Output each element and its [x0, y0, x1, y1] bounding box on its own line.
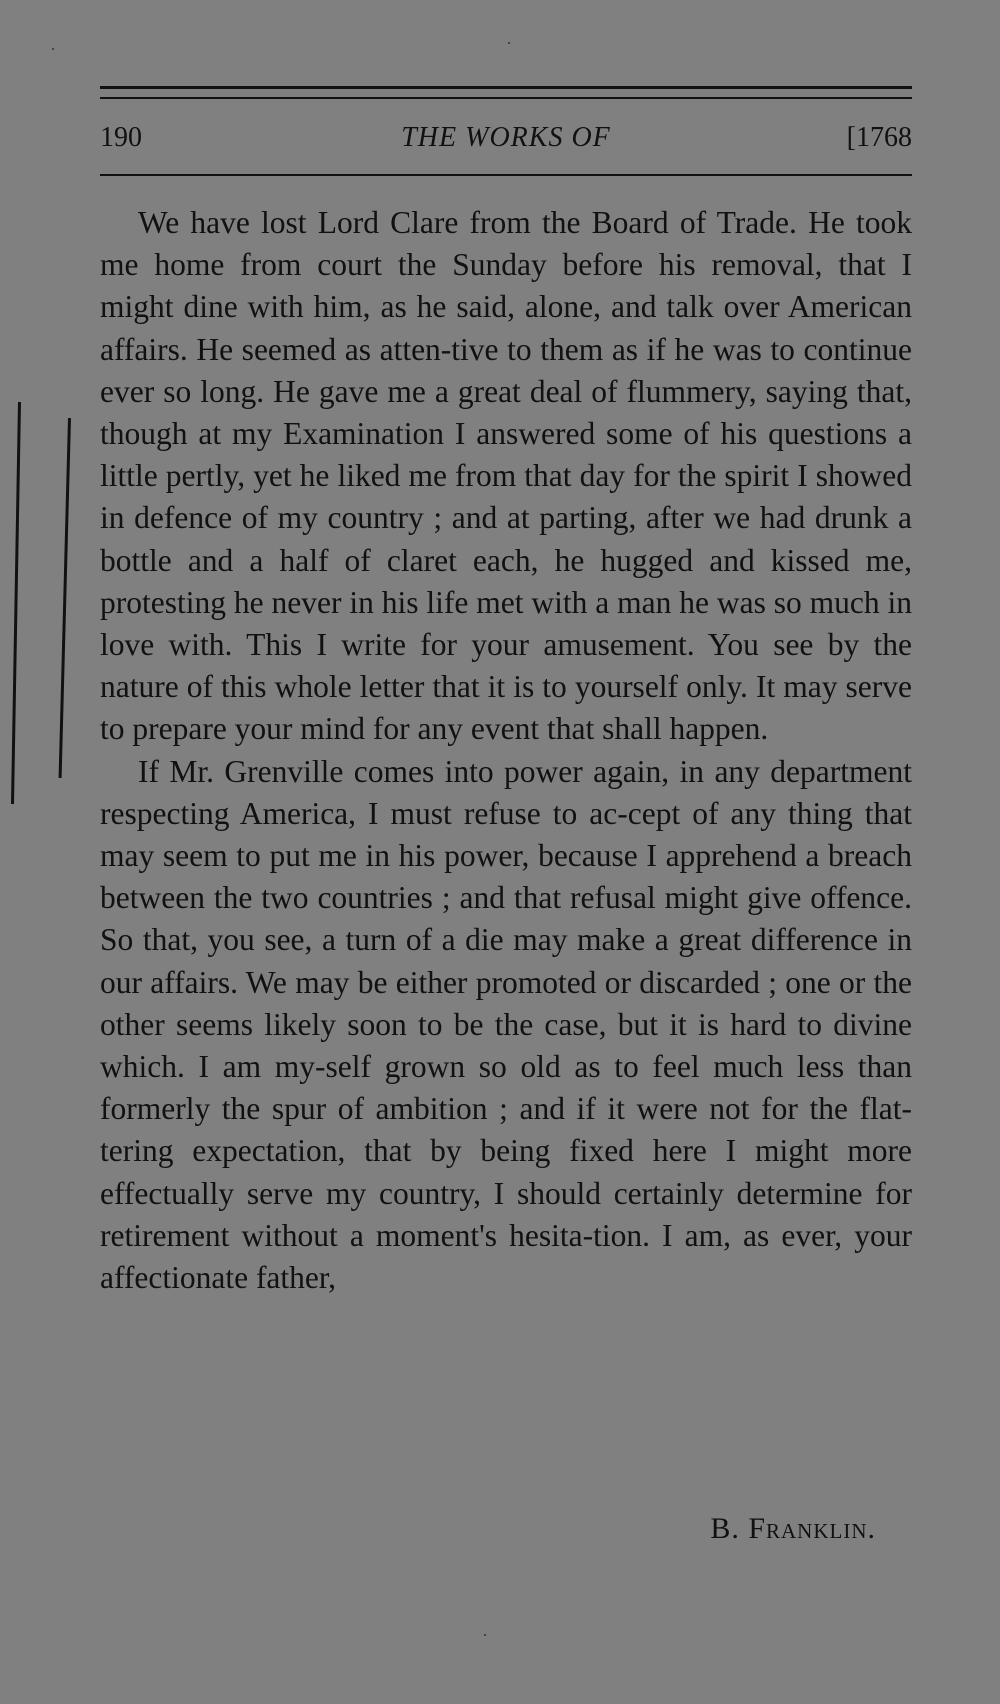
- running-header: [100, 118, 912, 158]
- running-title: THE WORKS OF: [401, 122, 611, 153]
- margin-pencil-line-inner: [59, 418, 71, 778]
- header-year: [1768: [846, 122, 912, 153]
- paper-speck: [52, 48, 54, 50]
- paper-speck: [508, 42, 510, 44]
- header-rule: [100, 174, 912, 176]
- letter-body: [100, 202, 912, 1299]
- top-double-rule-upper: [100, 86, 912, 89]
- signature: B. Franklin.: [710, 1512, 876, 1545]
- paragraph-1: We have lost Lord Clare from the Board of Trade. He took me home from court the Sunday before his removal, that I might dine with him, as he said, alone, and talk over American affairs. He seemed as atten-tive to them as if he was to continue ever so long. He gave me a great deal of flummery, saying that, though at my Examination I answered some of his questions a little pertly, yet he liked me from that day for the spirit I showed in defence of my country ; and at parting, after we had drunk a bottle and a half of claret each, he hugged and kissed me, protesting he never in his life met with a man he was so much in love with. This I write for your amusement. You see by the nature of this whole letter that it is to yourself only. It may serve to prepare your mind for any event that shall happen.: [100, 205, 912, 747]
- paragraph-2: If Mr. Grenville comes into power again, in any department respecting America, I must refuse to ac-cept of any thing that may seem to put me in his power, because I apprehend a breach between the two countries ; and that refusal might give offence. So that, you see, a turn of a die may make a great difference in our affairs. We may be either promoted or discarded ; one or the other seems likely soon to be the case, but it is hard to divine which. I am my-self grown so old as to feel much less than formerly the spur of ambition ; and if it were not for the flat-tering expectation, that by being fixed here I might more effectually serve my country, I should certainly determine for retirement without a moment's hesita-tion. I am, as ever, your affectionate father,: [100, 753, 912, 1296]
- top-double-rule-lower: [100, 97, 912, 99]
- margin-pencil-line-outer: [11, 402, 21, 804]
- page-number: 190: [100, 122, 142, 153]
- paper-speck: [484, 1634, 486, 1636]
